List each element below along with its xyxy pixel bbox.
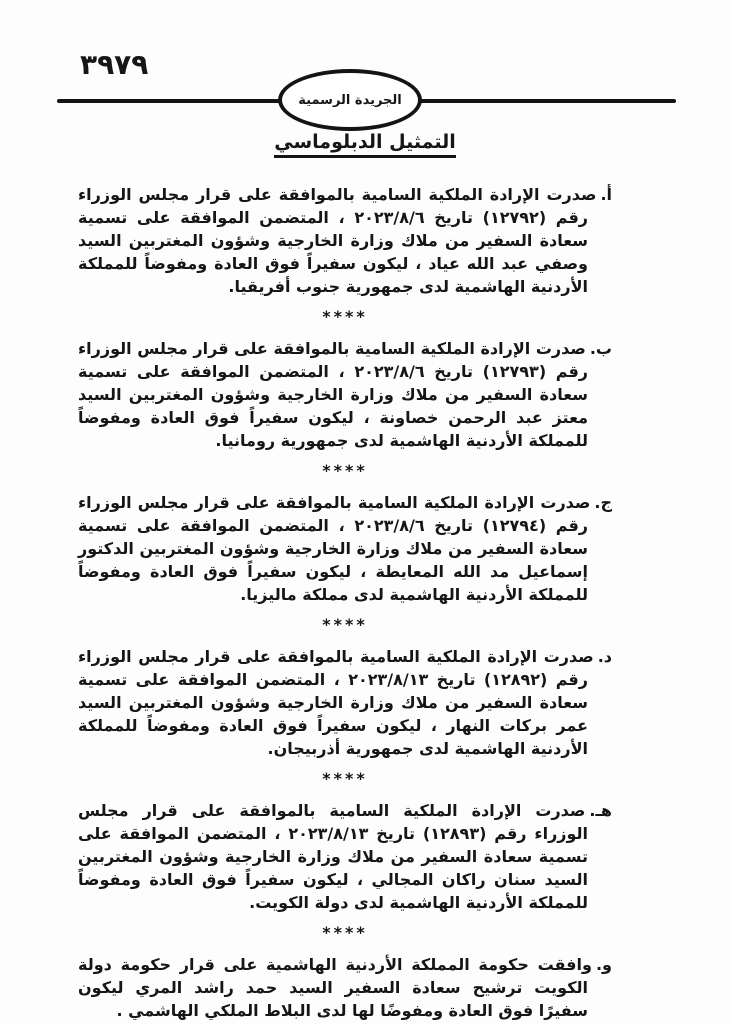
decree-entry bbox=[78, 645, 612, 760]
entry-body: وافقت حكومة المملكة الأردنية الهاشمية على قرار حكومة دولة الكويت ترشيح سعادة السفير السيد حمد راشد المري ليكون سفيرًا فوق العادة ومفوضًا لها لدى البلاط الملكي الهاشمي . bbox=[78, 955, 592, 1020]
entry-text bbox=[78, 491, 612, 606]
decree-entry bbox=[78, 799, 612, 914]
decree-entry bbox=[78, 491, 612, 606]
entry-body: صدرت الإرادة الملكية السامية بالموافقة على قرار مجلس الوزراء رقم (١٢٨٩٣) تاريخ ٢٠٢٣/٨/١٣ ، المتضمن الموافقة على تسمية سعادة السفير من ملاك وزارة الخارجية وشؤون المغتربين السيد سنان راكان المجالي ، ليكون سفيراً فوق العادة ومفوضاً للمملكة الأردنية الهاشمية لدى دولة الكويت. bbox=[78, 801, 589, 912]
decree-entry bbox=[78, 337, 612, 452]
entries-separator: **** bbox=[322, 615, 368, 634]
entries-separator: **** bbox=[322, 307, 368, 326]
entry-text bbox=[78, 183, 612, 298]
entry-body: صدرت الإرادة الملكية السامية بالموافقة على قرار مجلس الوزراء رقم (١٢٧٩٤) تاريخ ٢٠٢٣/٨/٦ ، المتضمن الموافقة على تسمية سعادة السفير من ملاك وزارة الخارجية وشؤون المغتربين الدكتور إسماعيل مد الله المعايطة ، ليكون سفيراً فوق العادة ومفوضاً للمملكة الأردنية الهاشمية لدى مملكة ماليزيا. bbox=[78, 493, 591, 604]
entry-body: صدرت الإرادة الملكية السامية بالموافقة على قرار مجلس الوزراء رقم (١٢٧٩٣) تاريخ ٢٠٢٣/٨/٦ ، المتضمن الموافقة على تسمية سعادة السفير من ملاك وزارة الخارجية وشؤون المغتربين السيد معتز عبد الرحمن خصاونة ، ليكون سفيراً فوق العادة ومفوضاً للمملكة الأردنية الهاشمية لدى جمهورية رومانيا. bbox=[78, 339, 589, 450]
entry-text bbox=[78, 645, 612, 760]
section-title: التمثيل الدبلوماسي bbox=[274, 131, 455, 158]
entries-separator: **** bbox=[322, 923, 368, 942]
decree-entry bbox=[78, 183, 612, 298]
entries-separator: **** bbox=[322, 769, 368, 788]
entry-label: د. bbox=[597, 647, 612, 666]
entry-text bbox=[78, 799, 612, 914]
entry-text bbox=[78, 953, 612, 1022]
entries-separator: **** bbox=[322, 461, 368, 480]
entry-label: ب. bbox=[589, 339, 612, 358]
gazette-badge bbox=[278, 69, 422, 131]
gazette-badge-label: الجريدة الرسمية bbox=[298, 92, 402, 108]
entry-body: صدرت الإرادة الملكية السامية بالموافقة على قرار مجلس الوزراء رقم (١٢٨٩٢) تاريخ ٢٠٢٣/٨/١٣ ، المتضمن الموافقة على تسمية سعادة السفير من ملاك وزارة الخارجية وشؤون المغتربين السيد عمر بركات النهار ، ليكون سفيراً فوق العادة ومفوضاً للمملكة الأردنية الهاشمية لدى جمهورية أذربيجان. bbox=[78, 647, 594, 758]
decree-list bbox=[78, 183, 612, 1022]
page-number: ٣٩٧٩ bbox=[80, 48, 149, 81]
decree-entry bbox=[78, 953, 612, 1022]
entry-text bbox=[78, 337, 612, 452]
entry-label: هـ. bbox=[589, 801, 612, 820]
entry-label: أ. bbox=[600, 185, 612, 204]
entry-label: ج. bbox=[594, 493, 612, 512]
entry-body: صدرت الإرادة الملكية السامية بالموافقة على قرار مجلس الوزراء رقم (١٢٧٩٢) تاريخ ٢٠٢٣/٨/٦ ، المتضمن الموافقة على تسمية سعادة السفير من ملاك وزارة الخارجية وشؤون المغتربين السيد وصفي عبد الله عياد ، ليكون سفيراً فوق العادة ومفوضاً للمملكة الأردنية الهاشمية لدى جمهورية جنوب أفريقيا. bbox=[78, 185, 597, 296]
entry-label: و. bbox=[595, 955, 612, 974]
section-title-wrap bbox=[0, 131, 730, 158]
